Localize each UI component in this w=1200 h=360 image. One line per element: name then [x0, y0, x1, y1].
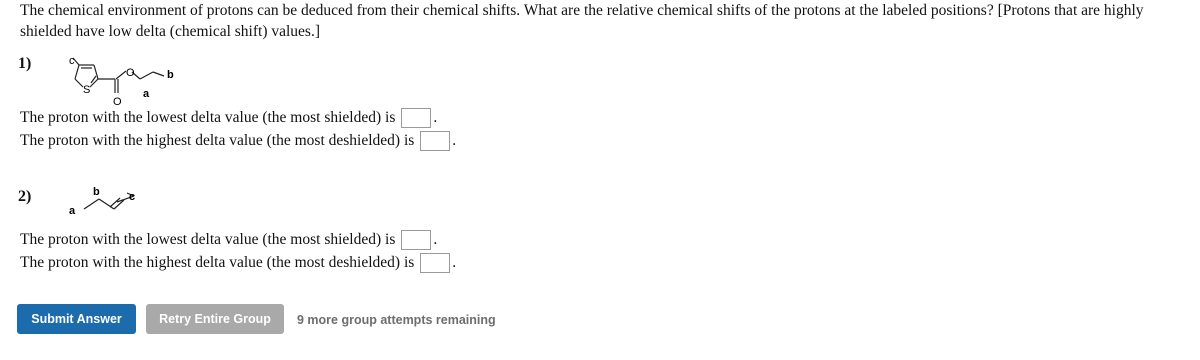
- question-1-lowest-period: .: [433, 109, 438, 126]
- question-2-lowest-period: .: [433, 231, 438, 248]
- question-1-highest-row: [20, 131, 456, 151]
- question-2-lowest-answer-box[interactable]: [401, 230, 431, 250]
- question-1-lowest-answer-box[interactable]: [401, 108, 431, 128]
- question-2-highest-text: The proton with the highest delta value (the most deshielded) is: [20, 254, 415, 271]
- question-1-number: 1): [18, 55, 32, 72]
- label-a: a: [69, 205, 76, 217]
- question-2-number: 2): [18, 188, 32, 205]
- question-2-highest-answer-box[interactable]: [420, 253, 450, 273]
- label-b: b: [93, 186, 100, 198]
- label-b: b: [167, 69, 174, 81]
- question-1-lowest-text: The proton with the lowest delta value (the most shielded) is: [20, 109, 396, 126]
- retry-entire-group-button[interactable]: Retry Entire Group: [146, 304, 284, 334]
- question-1-highest-period: .: [452, 132, 457, 149]
- label-c: c: [129, 191, 136, 203]
- question-2-highest-period: .: [452, 254, 457, 271]
- question-1-highest-text: The proton with the highest delta value (the most deshielded) is: [20, 132, 415, 149]
- question-1-highest-answer-box[interactable]: [420, 131, 450, 151]
- ester-oxygen-label: O: [126, 67, 135, 79]
- label-c: c: [69, 55, 75, 67]
- question-2-highest-row: [20, 253, 456, 273]
- question-2-lowest-text: The proton with the lowest delta value (the most shielded) is: [20, 231, 396, 248]
- submit-answer-button[interactable]: Submit Answer: [17, 304, 136, 334]
- sulfur-atom-label: S: [83, 84, 91, 96]
- attempts-remaining-text: 9 more group attempts remaining: [297, 313, 496, 327]
- question-2-molecule: [62, 182, 162, 222]
- label-a: a: [143, 88, 150, 100]
- question-2-lowest-row: [20, 230, 437, 250]
- carbonyl-oxygen-label: O: [113, 96, 122, 108]
- question-prompt: The chemical environment of protons can be deduced from their chemical shifts. What are the relative chemical shifts of the protons at the labeled positions? [Protons that are highly shielded have low delta (chemical shift) values.]: [20, 2, 1144, 40]
- question-1-molecule: [60, 52, 190, 110]
- question-1-lowest-row: [20, 108, 437, 128]
